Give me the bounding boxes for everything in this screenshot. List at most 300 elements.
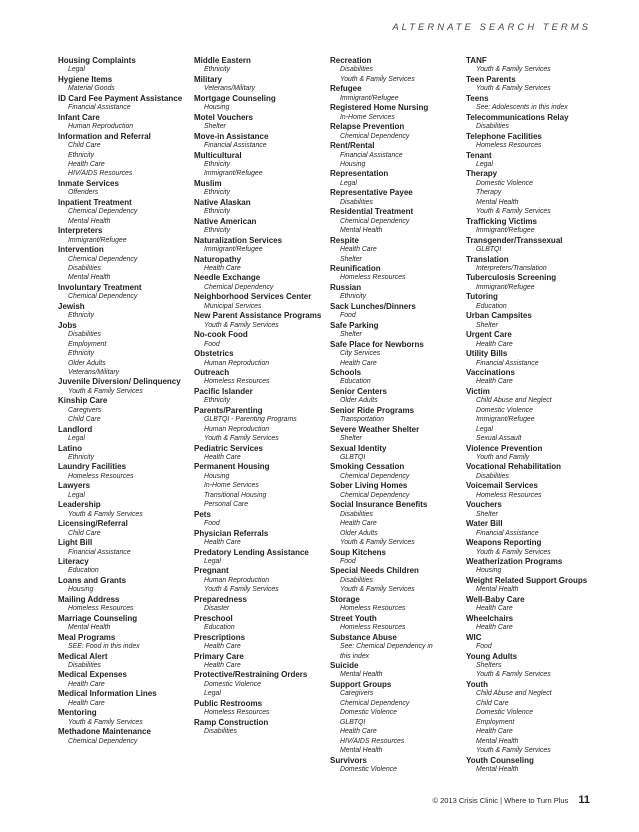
search-term: Native American [194,216,257,226]
related-category: Youth & Family Services [68,718,143,726]
search-term: No-cook Food [194,330,248,340]
search-term: Trafficking Victims [466,216,537,226]
search-term: Urban Campsites [466,311,532,321]
related-category: Immigrant/Refugee [476,416,535,424]
search-term: Telephone Facilities [466,131,542,141]
related-category: Youth & Family Services [476,671,551,679]
search-term: Vaccinations [466,367,515,377]
related-category: Housing [340,160,366,168]
search-term: Social Insurance Benefits [330,500,428,510]
search-term: Transgender/Transsexual [466,235,563,245]
search-term: Methadone Maintenance [58,727,151,737]
search-term: Substance Abuse [330,632,397,642]
search-term: Loans and Grants [58,575,127,585]
search-term: Physician Referrals [194,528,269,538]
search-term: Safe Parking [330,320,379,330]
related-category: Chemical Dependency [68,255,138,263]
related-category: Shelter [204,123,226,131]
related-category: Health Care [340,520,377,528]
related-category: Immigrant/Refugee [204,170,263,178]
related-category: Municipal Services [204,302,262,310]
related-category: Transitional Housing [204,491,267,499]
related-category: Child Care [68,416,101,424]
related-category: Health Care [476,728,513,736]
related-category: Youth & Family Services [204,586,279,594]
related-category: Domestic Violence [340,765,397,773]
related-category: Health Care [204,643,241,651]
related-category: Legal [68,66,85,74]
page-footer [0,794,590,806]
related-category: Sexual Assault [476,435,522,443]
search-term: Young Adults [466,651,518,661]
related-category: Youth & Family Services [68,510,143,518]
related-category: Disabilities [340,510,373,518]
search-term: Pets [194,509,211,519]
search-term: Vouchers [466,500,502,510]
related-category: Legal [68,491,85,499]
related-category: HIV/AIDS Resources [340,737,405,745]
related-category: Youth & Family Services [68,387,143,395]
search-term: Public Restrooms [194,698,263,708]
related-category: Chemical Dependency [340,217,410,225]
related-category: Food [476,643,492,651]
related-category: Youth & Family Services [476,85,551,93]
search-term: Mailing Address [58,594,120,604]
search-term: Housing Complaints [58,56,136,65]
related-category: Financial Assistance [476,529,539,537]
search-term: Senior Ride Programs [330,405,415,415]
related-category: Ethnicity [68,151,95,159]
search-term: Protective/Restraining Orders [194,670,308,680]
search-term: Survivors [330,755,367,765]
related-category: Youth & Family Services [476,66,551,74]
related-category: GLBTQI [340,454,366,462]
search-term: Involuntary Treatment [58,282,142,292]
related-category: Domestic Violence [340,709,397,717]
search-term: Tenant [466,150,492,160]
search-term: Teen Parents [466,74,516,84]
search-term: Naturalization Services [194,235,283,245]
terms-column-4 [466,56,600,774]
related-category: Health Care [204,264,241,272]
related-category: Ethnicity [204,208,231,216]
related-category: Child Care [68,529,101,537]
related-category: Health Care [68,160,105,168]
search-term: Urgent Care [466,330,512,340]
search-term: Leadership [58,500,101,510]
related-category: Health Care [204,454,241,462]
search-term: Pregnant [194,566,229,576]
related-category: Homeless Resources [476,142,542,150]
related-category: Health Care [340,246,377,254]
search-term: Rent/Rental [330,141,375,151]
related-category: Health Care [68,680,105,688]
related-category: Older Adults [340,397,378,405]
related-category: Shelters [476,662,502,669]
related-category: Housing [204,104,230,112]
related-category: Youth & Family Services [476,208,551,216]
search-term: Sober Living Homes [330,481,408,491]
related-category: Chemical Dependency [68,208,138,216]
related-category: Ethnicity [68,350,95,358]
related-category: Legal [204,558,221,566]
search-term: WIC [466,632,482,642]
page-header: ALTERNATE SEARCH TERMS [392,22,591,33]
search-term: Medical Alert [58,651,108,661]
search-term: TANF [466,56,487,65]
related-category: Youth & Family Services [340,539,415,547]
related-category: Child Care [476,699,509,707]
search-term: Native Alaskan [194,197,251,207]
search-term: Vocational Rehabilitation [466,462,561,472]
search-term: Weatherization Programs [466,557,563,567]
related-category: Food [340,558,356,566]
search-term: Weight Related Support Groups [466,575,588,585]
related-category: Personal Care [204,501,249,509]
search-term: Sack Lunches/Dinners [330,301,416,311]
related-category: Homeless Resources [476,491,542,499]
related-category: Older Adults [68,359,106,367]
related-category: Youth & Family Services [476,747,551,755]
related-category: Immigrant/Refugee [476,283,535,291]
related-category: Ethnicity [204,397,231,405]
search-term: Parents/Parenting [194,405,263,415]
search-term: Intervention [58,245,104,255]
search-term: Jewish [58,301,85,311]
search-term: Voicemail Services [466,481,538,491]
search-term: Pediatric Services [194,443,263,453]
related-category: Youth & Family Services [340,586,415,594]
search-term: Light Bill [58,538,93,548]
related-category: See: Chemical Dependency in [340,643,433,651]
related-category: Financial Assistance [68,548,131,556]
related-category: Disabilities [68,264,101,272]
related-category: Ethnicity [204,160,231,168]
related-category: Immigrant/Refugee [204,246,263,254]
search-term: Youth [466,679,489,689]
related-category: Financial Assistance [68,104,131,112]
related-category: Disabilities [340,198,373,206]
related-category: Mental Health [476,737,519,745]
page-number: 11 [578,794,590,806]
search-term: Respite [330,235,359,245]
related-category: Financial Assistance [476,359,539,367]
related-category: Youth & Family Services [204,435,279,443]
search-term: Translation [466,254,509,264]
related-category: Food [340,312,356,320]
related-category: Caregivers [68,406,102,414]
related-category: Education [476,302,507,310]
search-term: Kinship Care [58,396,108,406]
related-category: Human Reproduction [204,576,270,584]
related-category: Homeless Resources [204,709,270,717]
search-term: Wheelchairs [466,613,514,623]
related-category: Health Care [204,662,241,669]
related-category: Shelter [476,321,498,329]
related-category: In-Home Services [340,113,395,121]
search-term: Soup Kitchens [330,547,387,557]
search-term: Prescriptions [194,632,246,642]
related-category: Homeless Resources [204,378,270,386]
search-term: Interpreters [58,226,103,236]
search-term: Storage [330,594,360,604]
related-category: Interpreters/Translation [476,264,547,272]
related-category: Mental Health [340,747,383,755]
related-category: Housing [476,567,502,575]
related-category: Housing [204,472,230,480]
search-term: Juvenile Diversion/ Delinquency [58,377,181,387]
footer-copyright: © 2013 Crisis Clinic | Where to Turn Plus [432,796,569,805]
related-category: Ethnicity [68,454,95,462]
related-category: Youth and Family [476,454,530,462]
search-term: Registered Home Nursing [330,103,429,113]
related-category: Mental Health [340,227,383,235]
search-term: Information and Referral [58,131,151,141]
related-category: Financial Assistance [204,142,267,150]
related-category: Employment [476,718,515,726]
search-term: Street Youth [330,613,377,623]
related-category: Health Care [340,728,377,736]
search-term: Inmate Services [58,178,119,188]
search-term: Senior Centers [330,386,387,396]
related-category: Domestic Violence [476,406,533,414]
related-category: Legal [476,425,493,433]
related-category: Ethnicity [204,189,231,197]
related-category: Immigrant/Refugee [340,94,399,102]
related-category: In-Home Services [204,482,259,490]
search-term: Landlord [58,424,93,434]
search-term: Inpatient Treatment [58,197,132,207]
related-category: Child Abuse and Neglect [476,690,552,698]
search-term: Preschool [194,613,233,623]
related-category: Veterans/Military [68,368,120,376]
related-category: Disabilities [68,662,101,669]
related-category: Mental Health [68,624,111,632]
search-term: Utility Bills [466,349,508,359]
search-term: Well-Baby Care [466,594,525,604]
related-category: Homeless Resources [340,274,406,282]
search-term: Motel Vouchers [194,112,253,122]
related-category: Homeless Resources [340,605,406,613]
related-category: Caregivers [340,690,374,698]
related-category: Shelter [340,435,362,443]
search-term: Mortgage Counseling [194,93,276,103]
related-category: Employment [68,340,107,348]
related-category: Material Goods [68,85,115,93]
search-term: Naturopathy [194,254,242,264]
related-category: Chemical Dependency [340,472,410,480]
search-term: Medical Expenses [58,670,127,680]
search-term: Representation [330,169,389,179]
search-term: Neighborhood Services Center [194,292,312,302]
related-category: Disabilities [476,472,509,480]
search-term: Marriage Counseling [58,613,138,623]
related-category: Education [68,567,99,575]
search-term: Residential Treatment [330,207,414,217]
search-term: Therapy [466,169,498,179]
related-category: Mental Health [68,217,111,225]
related-category: Shelter [340,255,362,263]
related-category: Mental Health [476,198,519,206]
related-category: Youth & Family Services [204,321,279,329]
related-category: GLBTQI [476,246,502,254]
search-term: Obstetrics [194,349,234,359]
related-category: Veterans/Military [204,85,256,93]
search-term: Smoking Cessation [330,462,405,472]
search-term: Meal Programs [58,632,116,642]
search-term: Outreach [194,367,230,377]
related-category: Disabilities [68,331,101,339]
search-term: Support Groups [330,679,392,689]
related-category: Youth & Family Services [340,75,415,83]
related-category: Housing [68,586,94,594]
related-category: Chemical Dependency [204,283,274,291]
related-category: GLBTQI [340,718,366,726]
search-term: Water Bill [466,519,503,529]
search-term: Move-in Assistance [194,131,269,141]
search-term: Military [194,74,223,84]
search-term: Recreation [330,56,372,65]
related-category: Therapy [476,189,502,197]
search-term: Safe Place for Newborns [330,339,424,349]
search-term: Telecommunications Relay [466,112,569,122]
related-category: Education [340,378,371,386]
related-category: HIV/AIDS Resources [68,170,133,178]
search-term: Laundry Facilities [58,462,127,472]
related-category: Shelter [476,510,498,518]
related-category: Chemical Dependency [68,293,138,301]
search-term: Violence Prevention [466,443,543,453]
search-term: Lawyers [58,481,91,491]
related-category: this index [340,652,370,660]
related-category: Health Care [204,539,241,547]
related-category: Disabilities [476,123,509,131]
related-category: Legal [68,435,85,443]
related-category: Chemical Dependency [340,132,410,140]
search-term: Needle Exchange [194,273,261,283]
related-category: Human Reproduction [68,123,134,131]
related-category: Youth & Family Services [476,548,551,556]
related-category: Legal [476,160,493,168]
related-category: Chemical Dependency [340,491,410,499]
related-category: Older Adults [340,529,378,537]
related-category: City Services [340,350,381,358]
search-terms-columns [58,56,598,776]
related-category: Disabilities [204,728,237,736]
search-term: Primary Care [194,651,244,661]
search-term: Youth Counseling [466,755,534,765]
search-term: Russian [330,282,362,292]
search-term: Victim [466,386,490,396]
search-term: Hygiene Items [58,74,113,84]
search-term: Permanent Housing [194,462,270,472]
related-category: Legal [340,179,357,187]
search-term: Preparedness [194,594,247,604]
search-term: Schools [330,367,362,377]
related-category: Mental Health [476,765,519,773]
related-category: Mental Health [340,671,383,679]
search-term: Tutoring [466,292,498,302]
related-category: SEE: Food in this index [68,643,140,651]
search-term: Literacy [58,557,89,567]
related-category: Health Care [476,605,513,613]
related-category: Domestic Violence [476,179,533,187]
related-category: Human Reproduction [204,425,270,433]
search-term: Weapons Reporting [466,538,542,548]
related-category: Education [204,624,235,632]
search-term: Medical Information Lines [58,689,157,699]
related-category: Health Care [68,699,105,707]
related-category: Mental Health [68,274,111,282]
related-category: Homeless Resources [68,605,134,613]
related-category: Health Care [476,340,513,348]
related-category: Child Abuse and Neglect [476,397,552,405]
related-category: Homeless Resources [340,624,406,632]
terms-column-3 [330,56,464,774]
search-term: Special Needs Children [330,566,419,576]
related-category: See: Adolescents in this index [476,104,568,112]
search-term: Mentoring [58,708,97,718]
related-category: Health Care [340,359,377,367]
search-term: Jobs [58,320,77,330]
search-term: Relapse Prevention [330,122,405,132]
related-category: Ethnicity [68,312,95,320]
search-term: Sexual Identity [330,443,387,453]
search-term: Latino [58,443,82,453]
search-term: Representative Payee [330,188,413,198]
search-term: Severe Weather Shelter [330,424,420,434]
search-term: Predatory Lending Assistance [194,547,309,557]
related-category: Immigrant/Refugee [476,227,535,235]
related-category: Chemical Dependency [340,699,410,707]
related-category: Shelter [340,331,362,339]
related-category: Disaster [204,605,230,613]
search-term: Refugee [330,84,362,94]
related-category: Legal [204,690,221,698]
related-category: Ethnicity [204,66,231,74]
search-term: Tuberculosis Screening [466,273,557,283]
search-term: Pacific Islander [194,386,253,396]
search-term: Ramp Construction [194,717,269,727]
related-category: Ethnicity [204,227,231,235]
related-category: Child Care [68,142,101,150]
search-term: Middle Eastern [194,56,251,65]
related-category: Health Care [476,378,513,386]
terms-column-1 [58,56,192,746]
related-category: Domestic Violence [204,680,261,688]
related-category: Transportation [340,416,384,424]
related-category: Homeless Resources [68,472,134,480]
search-term: Muslim [194,178,222,188]
related-category: Mental Health [476,586,519,594]
search-term: Multicultural [194,150,242,160]
related-category: Food [204,340,220,348]
search-term: New Parent Assistance Programs [194,311,322,321]
terms-column-2 [194,56,328,737]
related-category: Disabilities [340,66,373,74]
related-category: Human Reproduction [204,359,270,367]
search-term: Reunification [330,263,381,273]
search-term: Suicide [330,661,359,670]
search-term: Licensing/Referral [58,519,128,529]
related-category: Ethnicity [340,293,367,301]
search-term: Infant Care [58,112,100,122]
related-category: Chemical Dependency [68,737,138,745]
related-category: Offenders [68,189,99,197]
related-category: Disabilities [340,576,373,584]
related-category: Domestic Violence [476,709,533,717]
related-category: GLBTQI - Parenting Programs [204,416,297,424]
